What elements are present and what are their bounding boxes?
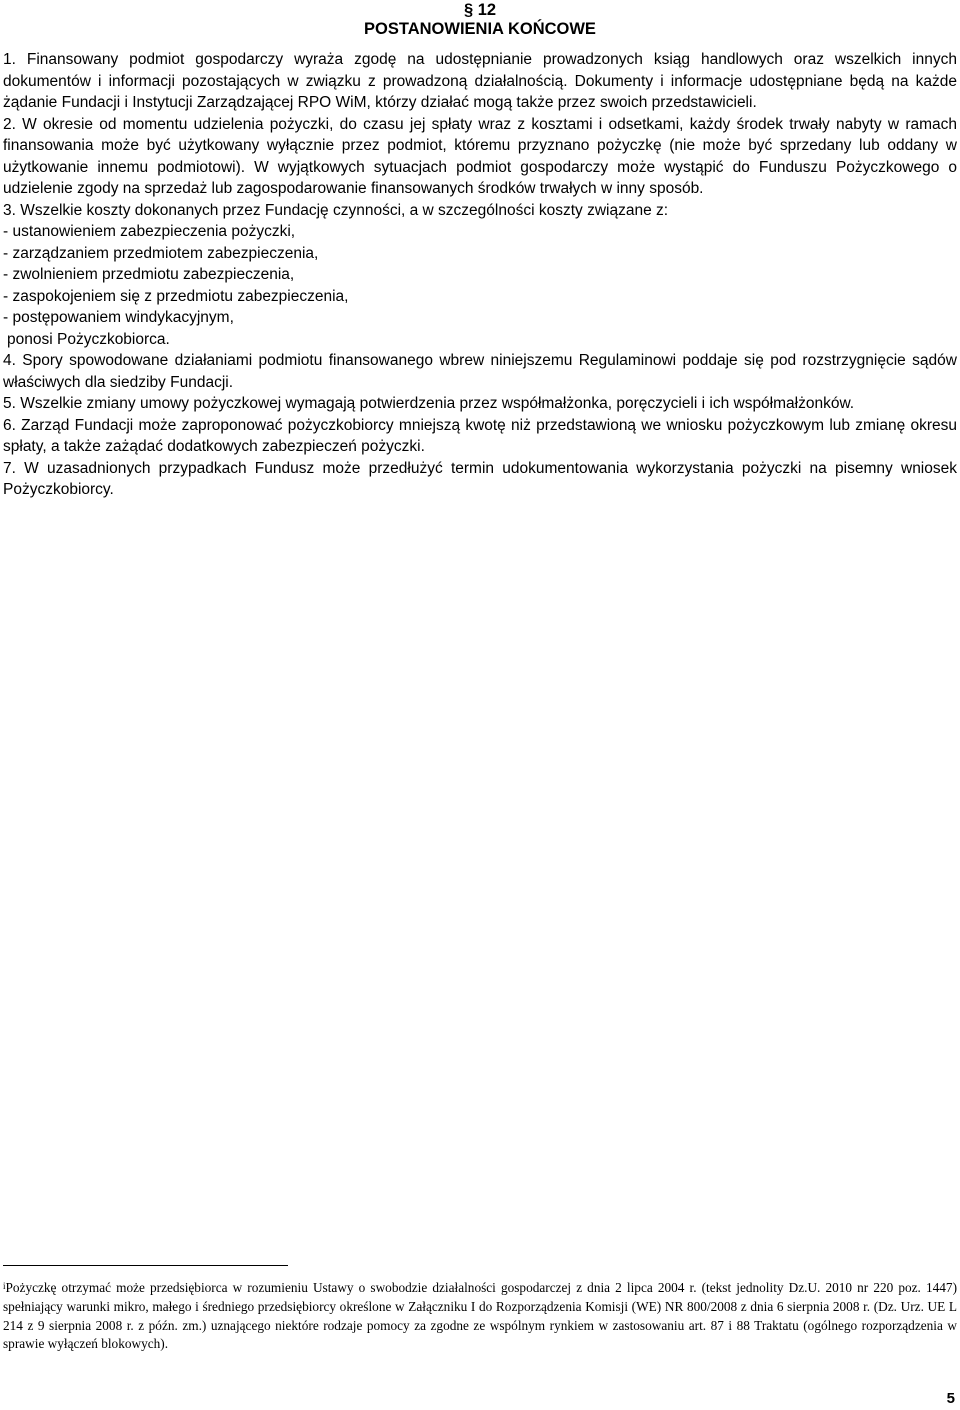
footnote	[3, 1279, 957, 1354]
list-item: - postępowaniem windykacyjnym,	[3, 309, 234, 326]
paragraph-7: 7. W uzasadnionych przypadkach Fundusz może przedłużyć termin udokumentowania wykorzystania pożyczki na pisemny wniosek Pożyczkobiorcy.	[3, 459, 957, 498]
section-title: POSTANOWIENIA KOŃCOWE	[364, 20, 596, 38]
page-number: 5	[946, 1390, 955, 1407]
paragraph-5: 5. Wszelkie zmiany umowy pożyczkowej wymagają potwierdzenia przez współmałżonka, poręczycieli i ich współmałżonków.	[3, 395, 855, 412]
section-number: § 12	[463, 1, 497, 19]
paragraph-3-closing: ponosi Pożyczkobiorca.	[7, 330, 170, 348]
paragraph-1: 1. Finansowany podmiot gospodarczy wyraża zgodę na udostępnianie prowadzonych ksiąg handlowych oraz wszelkich innych dokumentów i informacji pozostających w związku z prowadzoną działalnością. Dokumenty i informacje udostępniane będą na każde żądanie Fundacji i Instytucji Zarządzającej RPO WiM, którzy działać mogą także przez swoich przedstawicieli.	[3, 51, 957, 111]
paragraph-3-intro: 3. Wszelkie koszty dokonanych przez Fundację czynności, a w szczególności koszty związane z:	[3, 201, 669, 219]
list-item: - zarządzaniem przedmiotem zabezpieczenia,	[3, 244, 319, 262]
list-item: - zwolnieniem przedmiotu zabezpieczenia,	[3, 266, 295, 283]
footnote-text: Pożyczkę otrzymać może przedsiębiorca w rozumieniu Ustawy o swobodzie działalności gospodarczej z dnia 2 lipca 2004 r. (tekst jednolity Dz.U. 2010 nr 220 poz. 1447) spełniający warunki mikro, małego i średniego przedsiębiorcy określone w Załączniku I do Rozporządzenia Komisji (WE) NR 800/2008 z dnia 6 sierpnia 2008 r. (Dz. Urz. UE L 214 z 9 sierpnia 2008 r. z późn. zm.) uznającego niektóre rodzaje pomocy za zgodne ze wspólnym rynkiem w zastosowaniu art. 87 i 88 Traktatu (ogólnego rozporządzenia w sprawie wyłączeń blokowych).	[3, 1280, 957, 1352]
footnote-separator	[3, 1265, 288, 1266]
paragraph-4: 4. Spory spowodowane działaniami podmiotu finansowanego wbrew niniejszemu Regulaminowi poddaje się pod rozstrzygnięcie sądów właściwych dla siedziby Fundacji.	[3, 352, 957, 391]
paragraph-2: 2. W okresie od momentu udzielenia pożyczki, do czasu jej spłaty wraz z kosztami i odsetkami, każdy środek trwały nabyty w ramach finansowania może być użytkowany wyłącznie przez podmiot, któremu przyznano pożyczkę (nie może być sprzedany lub oddany w użytkowanie innemu podmiotowi). W wyjątkowych sytuacjach podmiot gospodarczy może wystąpić do Funduszu Pożyczkowego o udzielenie zgody na sprzedaż lub zagospodarowanie finansowanych środków trwałych w inny sposób.	[3, 115, 957, 197]
footnote-marker: i	[3, 1281, 6, 1291]
list-item: - ustanowieniem zabezpieczenia pożyczki,	[3, 223, 296, 240]
document-body	[3, 49, 957, 501]
paragraph-6: 6. Zarząd Fundacji może zaproponować pożyczkobiorcy mniejszą kwotę niż przedstawioną we wniosku pożyczkowym lub zmianę okresu spłaty, a także zażądać dodatkowych zabezpieczeń pożyczki.	[3, 416, 957, 455]
list-item: - zaspokojeniem się z przedmiotu zabezpieczenia,	[3, 287, 349, 305]
